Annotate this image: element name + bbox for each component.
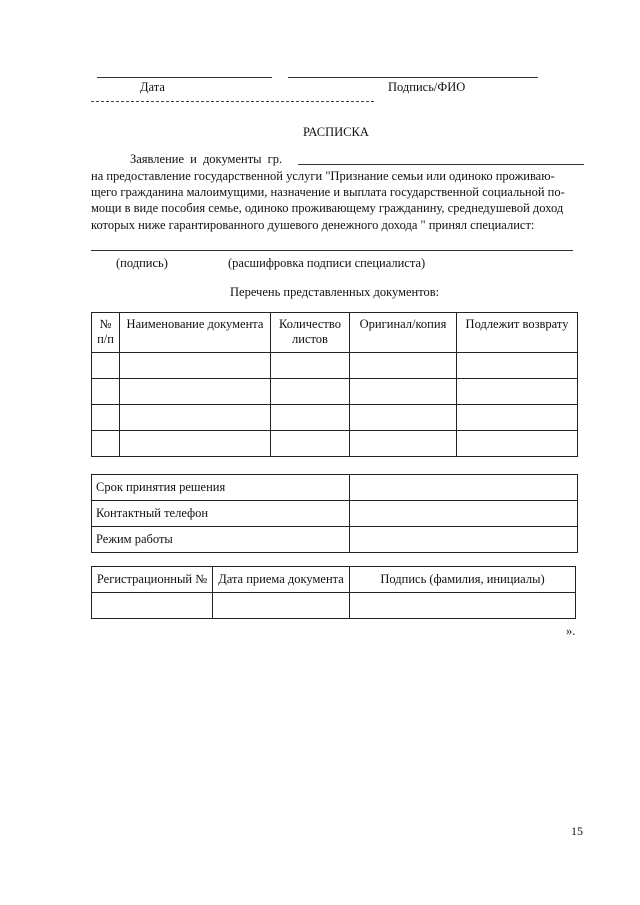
table-cell[interactable] xyxy=(457,353,578,379)
signature-label: Подпись/ФИО xyxy=(388,80,466,94)
table-row xyxy=(92,353,578,379)
receipt-body-line: мощи в виде пособия семье, одиноко проживающему гражданину, среднедушевой доход xyxy=(91,201,564,216)
table-cell[interactable] xyxy=(92,431,120,457)
table-cell[interactable] xyxy=(92,353,120,379)
table-cell[interactable] xyxy=(457,431,578,457)
table-cell[interactable] xyxy=(120,431,271,457)
decryption-caption: (расшифровка подписи специалиста) xyxy=(228,256,426,270)
receipt-intro: Заявление и документы гр. xyxy=(130,152,283,166)
registration-number-cell[interactable] xyxy=(92,593,213,619)
receipt-body xyxy=(91,168,585,233)
header-document-name: Наименование документа xyxy=(120,313,271,353)
table-cell[interactable] xyxy=(120,405,271,431)
documents-table xyxy=(91,312,578,457)
info-row-work-hours xyxy=(92,527,578,553)
date-line xyxy=(97,77,272,78)
table-cell[interactable] xyxy=(457,379,578,405)
table-row xyxy=(92,379,578,405)
header-sheet-count: Количество листов xyxy=(271,313,350,353)
table-row xyxy=(92,431,578,457)
registration-row xyxy=(92,593,576,619)
table-row xyxy=(92,405,578,431)
contact-phone-label: Контактный телефон xyxy=(92,501,350,527)
receipt-title: РАСПИСКА xyxy=(303,125,369,139)
table-cell[interactable] xyxy=(350,379,457,405)
info-table xyxy=(91,474,578,553)
receipt-date-cell[interactable] xyxy=(213,593,350,619)
table-cell[interactable] xyxy=(350,431,457,457)
header-return: Подлежит возврату xyxy=(457,313,578,353)
documents-heading: Перечень представленных документов: xyxy=(230,285,440,299)
info-row-contact-phone xyxy=(92,501,578,527)
signature-caption: (подпись) xyxy=(116,256,168,270)
decision-term-label: Срок принятия решения xyxy=(92,475,350,501)
table-cell[interactable] xyxy=(457,405,578,431)
table-cell[interactable] xyxy=(350,353,457,379)
receipt-body-line: на предоставление государственной услуги "Признание семьи или одиноко проживаю- xyxy=(91,169,555,183)
date-label: Дата xyxy=(140,80,165,94)
table-cell[interactable] xyxy=(120,353,271,379)
header-original-copy: Оригинал/копия xyxy=(350,313,457,353)
header-receipt-date: Дата приема документа xyxy=(213,567,350,593)
table-cell[interactable] xyxy=(271,379,350,405)
header-signature: Подпись (фамилия, инициалы) xyxy=(350,567,576,593)
table-cell[interactable] xyxy=(120,379,271,405)
decision-term-value[interactable] xyxy=(350,475,578,501)
cut-line xyxy=(91,101,374,102)
registration-table xyxy=(91,566,576,619)
table-cell[interactable] xyxy=(92,405,120,431)
header-registration-number: Регистрационный № xyxy=(92,567,213,593)
documents-header-row xyxy=(92,313,578,353)
receipt-body-line: щего гражданина малоимущими, назначение и выплата государственной социальной по- xyxy=(91,185,565,200)
table-cell[interactable] xyxy=(271,353,350,379)
header-number: № п/п xyxy=(92,313,120,353)
specialist-signature-line xyxy=(91,250,573,251)
info-row-decision-term xyxy=(92,475,578,501)
closing-mark: ». xyxy=(566,624,576,638)
table-cell[interactable] xyxy=(92,379,120,405)
work-hours-label: Режим работы xyxy=(92,527,350,553)
table-cell[interactable] xyxy=(271,431,350,457)
registration-header-row xyxy=(92,567,576,593)
receipt-body-line: которых ниже гарантированного душевого денежного дохода " принял специалист: xyxy=(91,217,535,232)
signature-line xyxy=(288,77,538,78)
contact-phone-value[interactable] xyxy=(350,501,578,527)
table-cell[interactable] xyxy=(271,405,350,431)
work-hours-value[interactable] xyxy=(350,527,578,553)
table-cell[interactable] xyxy=(350,405,457,431)
page-number: 15 xyxy=(571,824,583,838)
signature-cell[interactable] xyxy=(350,593,576,619)
citizen-name-line xyxy=(298,164,584,165)
